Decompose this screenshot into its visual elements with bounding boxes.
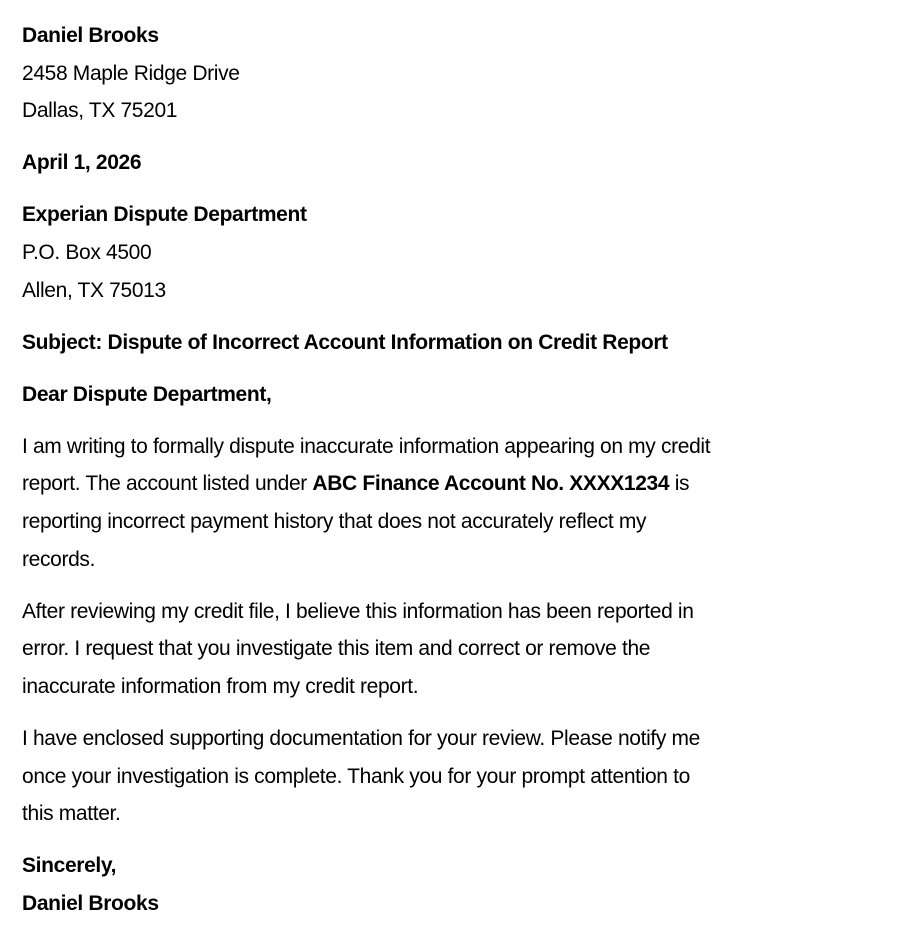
salutation: Dear Dispute Department, <box>22 382 272 406</box>
recipient-city: Allen, TX 75013 <box>22 278 166 302</box>
spacer <box>22 833 878 848</box>
account-reference: ABC Finance Account No. XXXX1234 <box>312 472 670 496</box>
spacer <box>22 182 878 197</box>
text-run: is <box>669 472 690 496</box>
recipient-address <box>22 196 878 309</box>
signature-name: Daniel Brooks <box>22 891 159 915</box>
closing-block <box>22 847 878 922</box>
paragraph-line: I have enclosed supporting documentation for your review. Please notify me <box>22 727 701 750</box>
sender-city: Dallas, TX 75201 <box>22 99 178 123</box>
letter-date: April 1, 2026 <box>22 151 142 175</box>
body-paragraph-2 <box>22 593 878 706</box>
sender-street: 2458 Maple Ridge Drive <box>22 61 240 85</box>
paragraph-line: once your investigation is complete. Thank you for your prompt attention to <box>22 764 690 788</box>
spacer <box>22 361 878 376</box>
paragraph-line: this matter. <box>22 802 121 826</box>
spacer <box>22 130 878 145</box>
paragraph-line: inaccurate information from my credit report. <box>22 674 419 698</box>
text-run: report. The account listed under <box>22 472 313 496</box>
spacer <box>22 309 878 324</box>
subject-line: Subject: Dispute of Incorrect Account Information on Credit Report <box>22 330 668 354</box>
spacer <box>22 706 878 721</box>
spacer <box>22 413 878 428</box>
recipient-street: P.O. Box 4500 <box>22 240 152 264</box>
recipient-name: Experian Dispute Department <box>22 203 307 227</box>
spacer <box>22 578 878 593</box>
paragraph-line: After reviewing my credit file, I believe this information has been reported in <box>22 599 694 623</box>
paragraph-line: records. <box>22 547 96 571</box>
paragraph-line: I am writing to formally dispute inaccurate information appearing on my credit <box>22 434 711 458</box>
paragraph-line: reporting incorrect payment history that does not accurately reflect my <box>22 510 647 534</box>
paragraph-line: error. I request that you investigate this item and correct or remove the <box>22 637 651 661</box>
sender-address <box>22 17 878 130</box>
valediction: Sincerely, <box>22 854 117 878</box>
sender-name: Daniel Brooks <box>22 24 159 47</box>
paragraph-line <box>22 465 878 503</box>
body-paragraph-3 <box>22 720 878 833</box>
body-paragraph-1 <box>22 428 878 578</box>
